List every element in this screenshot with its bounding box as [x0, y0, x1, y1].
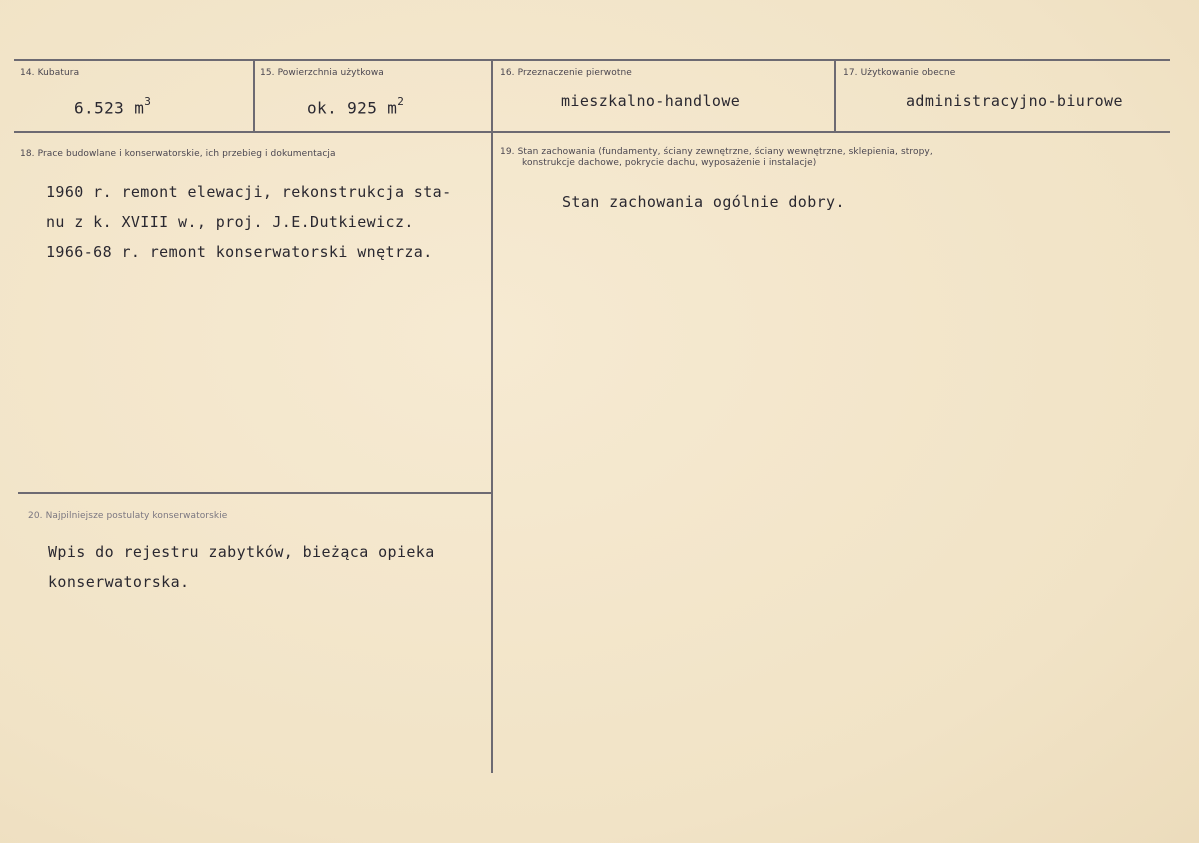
stan-label-line1: 19. Stan zachowania (fundamenty, ściany zewnętrzne, ściany wewnętrzne, sklepienia, stropy,	[500, 147, 933, 157]
postulaty-line: konserwatorska.	[48, 573, 190, 591]
top-rule	[14, 59, 1170, 61]
col-divider-1	[253, 60, 255, 132]
prace-text	[46, 177, 452, 267]
section-20-rule	[18, 492, 492, 494]
postulaty-label: 20. Najpilniejsze postulaty konserwatorskie	[28, 511, 228, 521]
kubatura-exponent: 3	[144, 95, 152, 108]
przeznaczenie-label: 16. Przeznaczenie pierwotne	[500, 68, 632, 78]
prace-line: nu z k. XVIII w., proj. J.E.Dutkiewicz.	[46, 213, 414, 231]
postulaty-text	[48, 537, 435, 597]
kubatura-number: 6.523 m	[74, 98, 145, 118]
kubatura-label: 14. Kubatura	[20, 68, 80, 78]
col-divider-2	[491, 60, 493, 773]
powierzchnia-number: ok. 925 m	[307, 98, 398, 118]
prace-line: 1966-68 r. remont konserwatorski wnętrza.	[46, 243, 433, 261]
powierzchnia-exponent: 2	[397, 95, 405, 108]
row-rule	[14, 131, 1170, 133]
powierzchnia-label: 15. Powierzchnia użytkowa	[260, 68, 384, 78]
uzytkowanie-label: 17. Użytkowanie obecne	[843, 68, 956, 78]
przeznaczenie-value: mieszkalno-handlowe	[561, 92, 741, 110]
prace-label: 18. Prace budowlane i konserwatorskie, ich przebieg i dokumentacja	[20, 149, 336, 159]
kubatura-value	[74, 97, 151, 117]
uzytkowanie-value: administracyjno-biurowe	[906, 92, 1123, 110]
powierzchnia-value	[307, 97, 404, 117]
stan-value: Stan zachowania ogólnie dobry.	[562, 193, 845, 211]
postulaty-line: Wpis do rejestru zabytków, bieżąca opieka	[48, 543, 435, 561]
prace-line: 1960 r. remont elewacji, rekonstrukcja sta-	[46, 183, 452, 201]
stan-label-line2: konstrukcje dachowe, pokrycie dachu, wyposażenie i instalacje)	[522, 158, 817, 168]
col-divider-3	[834, 60, 836, 132]
